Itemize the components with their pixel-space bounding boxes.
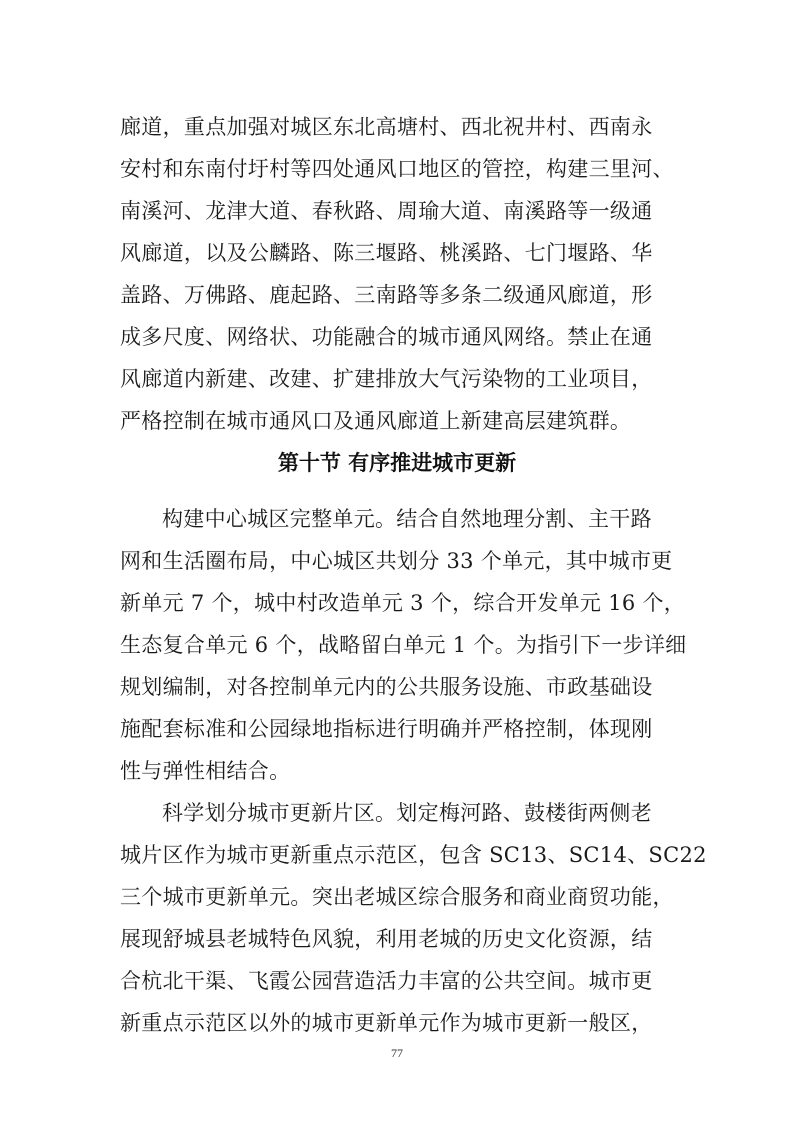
paragraph-3-line-1: 科学划分城市更新片区。划定梅河路、鼓楼街两侧老 bbox=[162, 801, 652, 825]
paragraph-2-line-6: 施配套标准和公园绿地指标进行明确并严格控制，体现刚 bbox=[120, 717, 653, 741]
paragraph-1-line-5: 盖路、万佛路、鹿起路、三南路等多条二级通风廊道，形 bbox=[120, 283, 653, 307]
paragraph-1-line-1: 廊道，重点加强对城区东北高塘村、西北祝井村、西南永 bbox=[120, 115, 653, 139]
paragraph-1-line-7: 风廊道内新建、改建、扩建排放大气污染物的工业项目， bbox=[120, 367, 653, 391]
paragraph-2-line-4: 生态复合单元 6 个，战略留白单元 1 个。为指引下一步详细 bbox=[120, 633, 687, 657]
paragraph-2-line-7: 性与弹性相结合。 bbox=[120, 759, 291, 783]
paragraph-1-line-4: 风廊道，以及公麟路、陈三堰路、桃溪路、七门堰路、华 bbox=[120, 241, 653, 265]
paragraph-2-line-5: 规划编制，对各控制单元内的公共服务设施、市政基础设 bbox=[120, 675, 653, 699]
paragraph-3-line-2: 城片区作为城市更新重点示范区，包含 SC13、SC14、SC22 bbox=[120, 843, 707, 867]
paragraph-2-line-1: 构建中心城区完整单元。结合自然地理分割、主干路 bbox=[162, 507, 652, 531]
paragraph-3-line-6: 新重点示范区以外的城市更新单元作为城市更新一般区， bbox=[120, 1011, 653, 1035]
paragraph-2-line-2: 网和生活圈布局，中心城区共划分 33 个单元，其中城市更 bbox=[120, 549, 673, 573]
paragraph-3-line-4: 展现舒城县老城特色风貌，利用老城的历史文化资源，结 bbox=[120, 927, 653, 951]
paragraph-2-line-3: 新单元 7 个，城中村改造单元 3 个，综合开发单元 16 个， bbox=[120, 591, 686, 615]
paragraph-1-line-2: 安村和东南付圩村等四处通风口地区的管控，构建三里河、 bbox=[120, 157, 674, 181]
paragraph-3-line-5: 合杭北干渠、飞霞公园营造活力丰富的公共空间。城市更 bbox=[120, 969, 653, 993]
paragraph-1-line-6: 成多尺度、网络状、功能融合的城市通风网络。禁止在通 bbox=[120, 325, 653, 349]
paragraph-1-line-3: 南溪河、龙津大道、春秋路、周瑜大道、南溪路等一级通 bbox=[120, 199, 653, 223]
page-number: 77 bbox=[391, 1046, 403, 1060]
paragraph-3-line-3: 三个城市更新单元。突出老城区综合服务和商业商贸功能， bbox=[120, 885, 674, 909]
paragraph-1-line-8: 严格控制在城市通风口及通风廊道上新建高层建筑群。 bbox=[120, 409, 632, 433]
section-heading: 第十节 有序推进城市更新 bbox=[277, 451, 517, 475]
